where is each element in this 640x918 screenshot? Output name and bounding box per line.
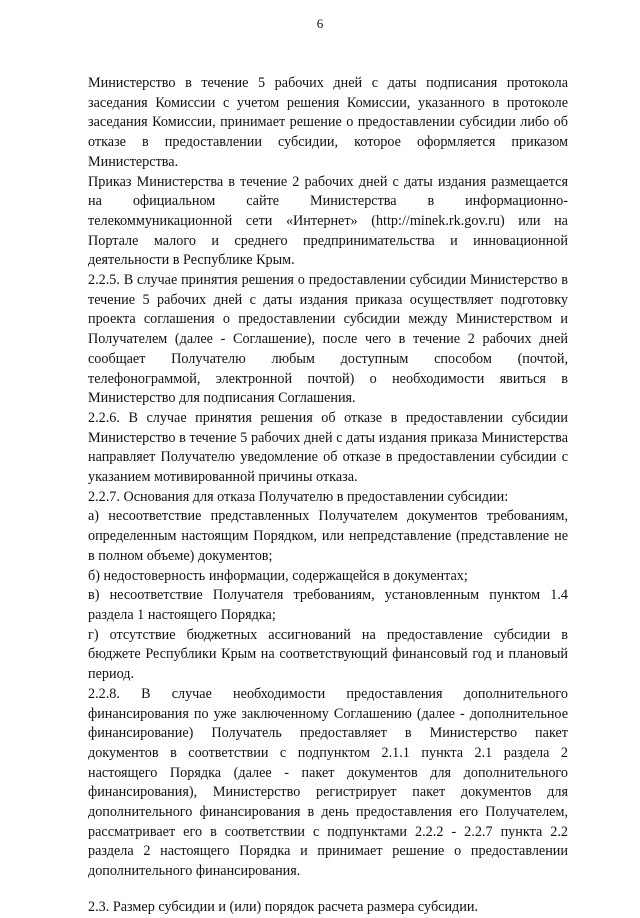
paragraph-order-publication: Приказ Министерства в течение 2 рабочих дней с даты издания размещается на официальном сайте Министерства в информационно-телекоммуникационной сети «Интернет» (http://minek.rk.gov.ru) или на Портале малого и среднего предпринимательства и инновационной деятельности в Республике Крым. bbox=[88, 173, 568, 269]
list-item-a: а) несоответствие представленных Получателем документов требованиям, определенным настоящим Порядком, или непредставление (представление не в полном объеме) документов; bbox=[88, 508, 568, 564]
list-item-b: б) недостоверность информации, содержащейся в документах; bbox=[88, 567, 468, 584]
paragraph-2-2-6: 2.2.6. В случае принятия решения об отказе в предоставлении субсидии Министерство в течение 5 рабочих дней с даты издания приказа Министерства направляет Получателю уведомление об отказе в предоставлении субсидии с указанием мотивированной причины отказа. bbox=[88, 409, 568, 486]
paragraph-decision: Министерство в течение 5 рабочих дней с даты подписания протокола заседания Комиссии с учетом решения Комиссии, указанного в протоколе заседания Комиссии, принимает решение о предоставлении субсидии либо об отказе в предоставлении субсидии, которое оформляется приказом Министерства. bbox=[88, 75, 568, 170]
paragraph-2-2-7: 2.2.7. Основания для отказа Получателю в предоставлении субсидии: bbox=[88, 488, 509, 505]
list-item-v: в) несоответствие Получателя требованиям, установленным пунктом 1.4 раздела 1 настоящего Порядка; bbox=[88, 587, 568, 623]
paragraph-2-2-8: 2.2.8. В случае необходимости предоставления дополнительного финансирования по уже заключенному Соглашению (далее - дополнительное финансирование) Получатель предоставляет в Министерство пакет документов в соответствии с подпунктом 2.1.1 пункта 2.1 раздела 2 настоящего Порядка (далее - пакет документов для дополнительного финансирования), Министерство регистрирует пакет документов для дополнительного финансирования в день предоставления его Получателем, рассматривает его в соответствии с подпунктами 2.2.2 - 2.2.7 пункта 2.2 раздела 2 настоящего Порядка и принимает решение о предоставлении дополнительного финансирования. bbox=[88, 685, 568, 880]
section-heading-2-3: 2.3. Размер субсидии и (или) порядок расчета размера субсидии. bbox=[88, 898, 479, 915]
list-item-g: г) отсутствие бюджетных ассигнований на предоставление субсидии в бюджете Республики Крым на соответствующий финансовый год и плановый период. bbox=[88, 626, 568, 683]
document-body bbox=[88, 74, 568, 918]
section-gap bbox=[88, 882, 568, 898]
paragraph-2-2-5: 2.2.5. В случае принятия решения о предоставлении субсидии Министерство в течение 5 рабочих дней с даты издания приказа осуществляет подготовку проекта соглашения о предоставлении субсидии между Министерством и Получателем (далее - Соглашение), после чего в течение 2 рабочих дней сообщает Получателю любым доступным способом (почтой, телефонограммой, электронной почтой) о необходимости явиться в Министерство для подписания Соглашения. bbox=[88, 272, 568, 407]
page-number: 6 bbox=[316, 16, 324, 31]
